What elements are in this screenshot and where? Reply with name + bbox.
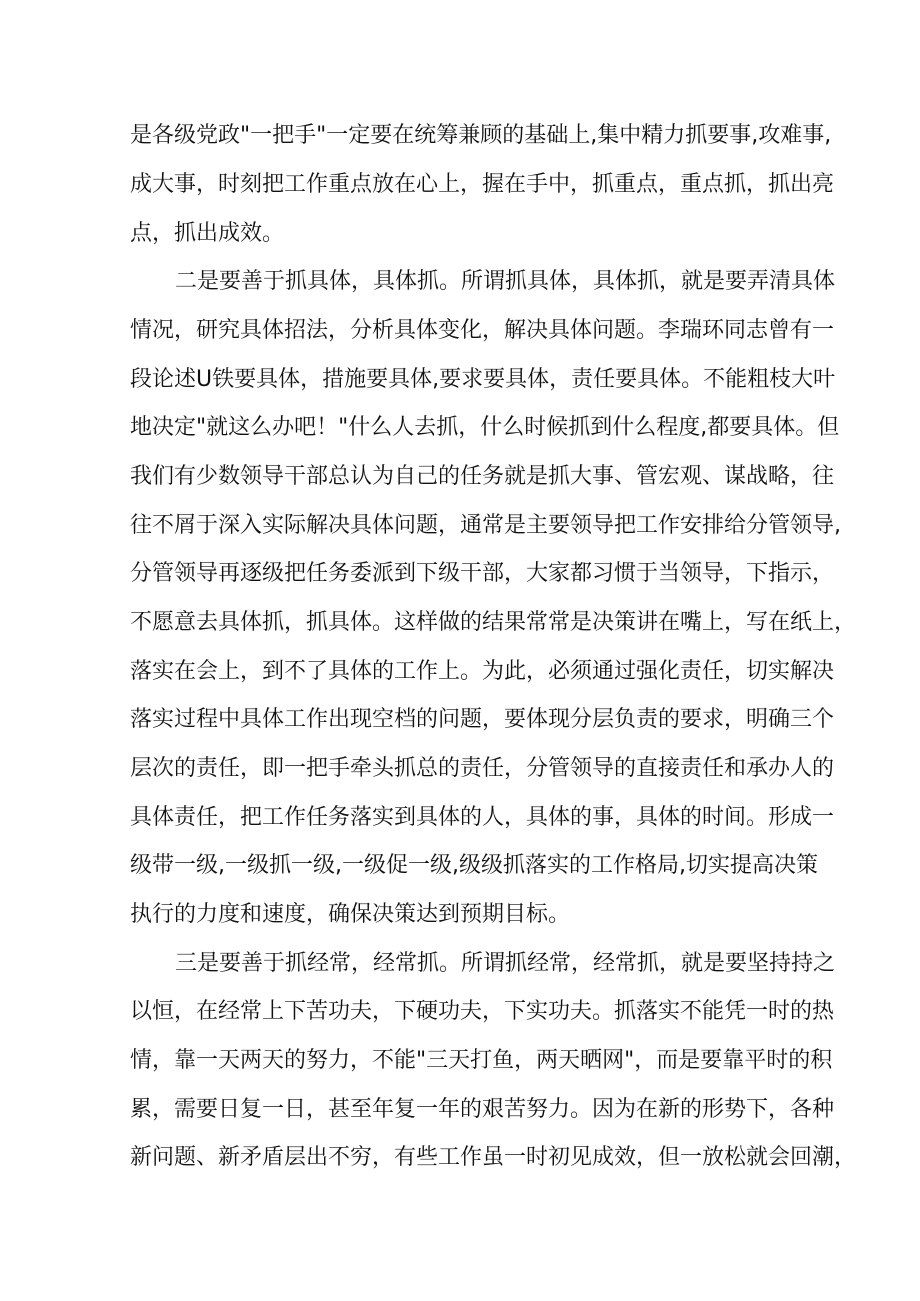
text-line: 情况，研究具体招法，分析具体变化，解决具体问题。李瑞环同志曾有一 [130, 318, 835, 343]
paragraph-start-line: 二是要善于抓具体，具体抓。所谓抓具体，具体抓，就是要弄清具体 [175, 269, 836, 294]
text-line: 具体责任，把工作任务落实到具体的人，具体的事，具体的时间。形成一 [130, 805, 835, 830]
text-line: 落实在会上，到不了具体的工作上。为此，必须通过强化责任，切实解决 [130, 659, 835, 684]
text-line: 级带一级,一级抓一级,一级促一级,级级抓落实的工作格局,切实提高决策 [130, 853, 818, 878]
text-line: 执行的力度和速度，确保决策达到预期目标。 [130, 902, 571, 927]
text-line: 地决定"就这么办吧！"什么人去抓，什么时候抓到什么程度,都要具体。但 [130, 415, 840, 440]
text-line: 我们有少数领导干部总认为自己的任务就是抓大事、管宏观、谋战略，往 [130, 464, 835, 489]
paragraph-start-line: 三是要善于抓经常，经常抓。所谓抓经常，经常抓，就是要坚持持之 [175, 951, 836, 976]
text-line: 成大事，时刻把工作重点放在心上，握在手中，抓重点，重点抓，抓出亮 [130, 172, 835, 197]
text-line: 是各级党政"一把手"一定要在统筹兼顾的基础上,集中精力抓要事,攻难事, [130, 123, 832, 148]
text-line: 层次的责任，即一把手牵头抓总的责任，分管领导的直接责任和承办人的 [130, 756, 835, 781]
text-line: 分管领导再逐级把任务委派到下级干部，大家都习惯于当领导，下指示， [130, 561, 835, 586]
text-line: 落实过程中具体工作出现空档的问题，要体现分层负责的要求，明确三个 [130, 707, 835, 732]
text-line: 以恒，在经常上下苦功夫，下硬功夫，下实功夫。抓落实不能凭一时的热 [130, 999, 835, 1024]
text-line: 往不屑于深入实际解决具体问题，通常是主要领导把工作安排给分管领导, [130, 513, 841, 538]
text-line: 累，需要日复一日，甚至年复一年的艰苦努力。因为在新的形势下，各种 [130, 1097, 835, 1122]
text-line: 新问题、新矛盾层出不穷，有些工作虽一时初见成效，但一放松就会回潮， [130, 1145, 857, 1170]
text-line: 情，靠一天两天的努力，不能"三天打鱼，两天晒网"，而是要靠平时的积 [130, 1048, 833, 1073]
text-line: 段论述U铁要具体，措施要具体,要求要具体，责任要具体。不能粗枝大叶 [130, 367, 836, 392]
text-line: 不愿意去具体抓，抓具体。这样做的结果常常是决策讲在嘴上，写在纸上， [130, 610, 857, 635]
text-line: 点，抓出成效。 [130, 221, 285, 246]
